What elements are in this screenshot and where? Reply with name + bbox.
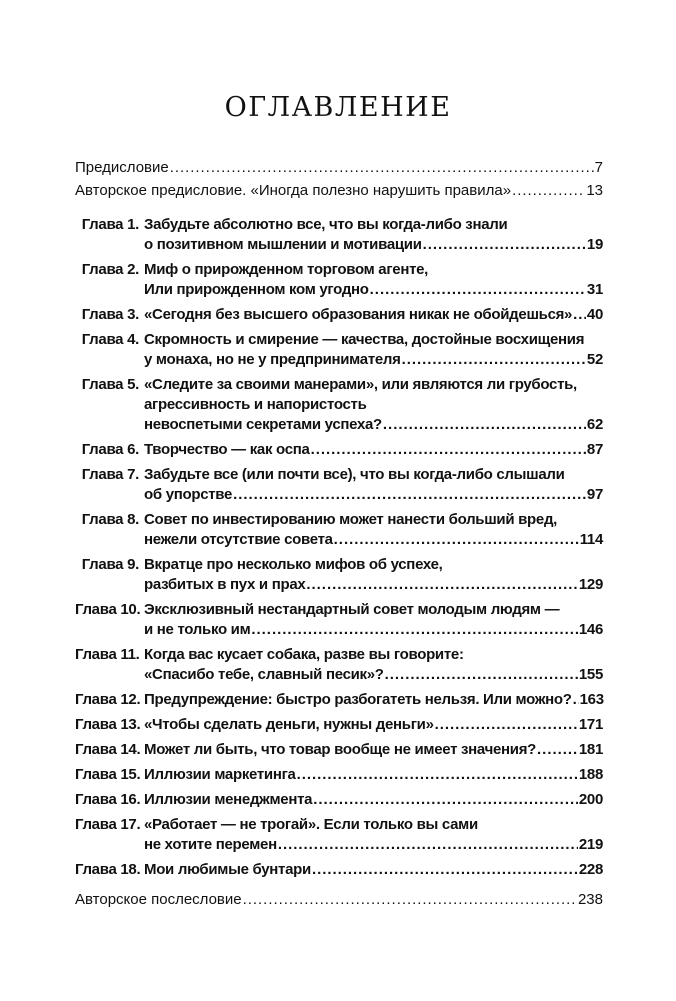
chapter-title-line: невоспетыми секретами успеха? — [144, 416, 382, 433]
chapter-label: Глава 6. — [81, 441, 139, 458]
chapter-title-line: у монаха, но не у предпринимателя — [144, 351, 401, 368]
dot-leader — [251, 620, 577, 640]
entry-page-number: 146 — [578, 621, 603, 638]
chapter-label: Глава 13. — [75, 716, 141, 733]
toc-entry-chapter-1[interactable] — [75, 215, 603, 255]
chapter-title-line: Забудьте все (или почти все), что вы когда-либо слышали — [144, 466, 565, 483]
dot-leader — [243, 890, 577, 910]
chapter-label: Глава 14. — [75, 741, 141, 758]
dot-leader — [312, 860, 578, 880]
toc-entry-chapter-13[interactable] — [75, 715, 603, 735]
entry-page-number: 87 — [586, 441, 603, 458]
toc-entry-chapter-14[interactable] — [75, 740, 603, 760]
entry-title: Авторское предисловие. «Иногда полезно нарушить правила» — [75, 182, 512, 199]
entry-page-number: 31 — [586, 281, 603, 298]
dot-leader — [233, 485, 586, 505]
toc-entry-chapter-12[interactable] — [75, 690, 603, 710]
chapter-title-line: о позитивном мышлении и мотивации — [144, 236, 422, 253]
entry-page-number: 7 — [594, 159, 603, 176]
toc-entry-chapter-11[interactable] — [75, 645, 603, 685]
chapter-label: Глава 11. — [75, 646, 140, 663]
chapter-label: Глава 9. — [81, 556, 139, 573]
chapter-list — [75, 215, 603, 880]
entry-page-number: 200 — [578, 791, 603, 808]
entry-title: Авторское послесловие — [75, 891, 242, 908]
chapter-title-line: «Сегодня без высшего образования никак не обойдешься» — [144, 306, 573, 323]
dot-leader — [278, 835, 578, 855]
chapter-title-line: «Следите за своими манерами», или являются ли грубость, — [144, 376, 577, 393]
chapter-title-line: Совет по инвестированию может нанести больший вред, — [144, 511, 558, 528]
chapter-title-line: Когда вас кусает собака, разве вы говорите: — [144, 646, 464, 663]
dot-leader — [537, 740, 578, 760]
toc-entry-chapter-3[interactable] — [75, 305, 603, 325]
toc-entry-chapter-5[interactable] — [75, 375, 603, 435]
chapter-title-line: «Работает — не трогай». Если только вы сами — [144, 816, 478, 833]
dot-leader — [435, 715, 578, 735]
dot-leader — [370, 280, 586, 300]
toc-entry-chapter-8[interactable] — [75, 510, 603, 550]
chapter-title-line: об упорстве — [144, 486, 233, 503]
entry-page-number: 238 — [577, 891, 603, 908]
chapter-title-line: агрессивность и напористость — [144, 396, 367, 413]
chapter-label: Глава 17. — [75, 816, 141, 833]
entry-page-number: 40 — [586, 306, 603, 323]
chapter-title-line: Предупреждение: быстро разбогатеть нельзя. Или можно? — [144, 691, 572, 708]
chapter-title-line: не хотите перемен — [144, 836, 277, 853]
chapter-title-line: «Чтобы сделать деньги, нужны деньги» — [144, 716, 434, 733]
chapter-label: Глава 5. — [81, 376, 139, 393]
chapter-title-line: Творчество — как оспа — [144, 441, 310, 458]
dot-leader — [573, 305, 586, 325]
toc-entry-preface[interactable] — [75, 158, 603, 178]
chapter-title-line: Иллюзии менеджмента — [144, 791, 313, 808]
chapter-title-line: и не только им — [144, 621, 251, 638]
chapter-label: Глава 12. — [75, 691, 141, 708]
dot-leader — [385, 665, 578, 685]
toc-entry-chapter-10[interactable] — [75, 600, 603, 640]
entry-page-number: 219 — [578, 836, 603, 853]
dot-leader — [334, 530, 579, 550]
chapter-title-line: разбитых в пух и прах — [144, 576, 306, 593]
entry-page-number: 163 — [579, 691, 604, 708]
chapter-label: Глава 16. — [75, 791, 141, 808]
chapter-title-line: Вкратце про несколько мифов об успехе, — [144, 556, 443, 573]
dot-leader — [170, 158, 594, 178]
entry-page-number: 97 — [586, 486, 603, 503]
chapter-label: Глава 10. — [75, 601, 141, 618]
chapter-title-line: нежели отсутствие совета — [144, 531, 333, 548]
chapter-label: Глава 3. — [81, 306, 139, 323]
chapter-label: Глава 4. — [81, 331, 139, 348]
chapter-label: Глава 7. — [81, 466, 139, 483]
dot-leader — [311, 440, 586, 460]
dot-leader — [306, 575, 577, 595]
chapter-title-line: Эксклюзивный нестандартный совет молодым людям — — [144, 601, 560, 618]
toc-entry-chapter-17[interactable] — [75, 815, 603, 855]
entry-page-number: 155 — [578, 666, 603, 683]
dot-leader — [573, 690, 579, 710]
chapter-title-line: Мои любимые бунтари — [144, 861, 311, 878]
dot-leader — [402, 350, 586, 370]
dot-leader — [383, 415, 586, 435]
toc-entry-chapter-9[interactable] — [75, 555, 603, 595]
chapter-title-line: Миф о прирожденном торговом агенте, — [144, 261, 429, 278]
chapter-title-line: Забудьте абсолютно все, что вы когда-либо знали — [144, 216, 508, 233]
chapter-label: Глава 2. — [81, 261, 139, 278]
chapter-title-line: «Спасибо тебе, славный песик»? — [144, 666, 384, 683]
toc-entry-chapter-7[interactable] — [75, 465, 603, 505]
entry-page-number: 228 — [578, 861, 603, 878]
toc-entry-chapter-4[interactable] — [75, 330, 603, 370]
entry-page-number: 181 — [578, 741, 603, 758]
dot-leader — [512, 181, 585, 201]
toc-entry-chapter-6[interactable] — [75, 440, 603, 460]
entry-page-number: 19 — [586, 236, 603, 253]
table-of-contents — [75, 158, 603, 910]
entry-page-number: 114 — [579, 531, 603, 548]
chapter-label: Глава 15. — [75, 766, 141, 783]
chapter-title-line: Может ли быть, что товар вообще не имеет значения? — [144, 741, 537, 758]
toc-entry-chapter-2[interactable] — [75, 260, 603, 300]
entry-page-number: 62 — [586, 416, 603, 433]
chapter-title-line: Иллюзии маркетинга — [144, 766, 296, 783]
entry-page-number: 129 — [578, 576, 603, 593]
toc-entry-afterword[interactable] — [75, 890, 603, 910]
dot-leader — [313, 790, 578, 810]
dot-leader — [423, 235, 586, 255]
entry-page-number: 171 — [578, 716, 603, 733]
chapter-title-line: Или прирожденном ком угодно — [144, 281, 369, 298]
toc-entry-chapter-16[interactable] — [75, 790, 603, 810]
page-title: ОГЛАВЛЕНИЕ — [224, 92, 452, 123]
chapter-label: Глава 8. — [81, 511, 139, 528]
toc-entry-chapter-15[interactable] — [75, 765, 603, 785]
chapter-label: Глава 18. — [75, 861, 141, 878]
toc-entry-author-preface[interactable] — [75, 181, 603, 201]
entry-page-number: 52 — [586, 351, 603, 368]
toc-entry-chapter-18[interactable] — [75, 860, 603, 880]
entry-page-number: 13 — [586, 182, 603, 199]
entry-page-number: 188 — [578, 766, 603, 783]
chapter-title-line: Скромность и смирение — качества, достойные восхищения — [144, 331, 585, 348]
dot-leader — [297, 765, 578, 785]
chapter-label: Глава 1. — [81, 216, 139, 233]
entry-title: Предисловие — [75, 159, 169, 176]
